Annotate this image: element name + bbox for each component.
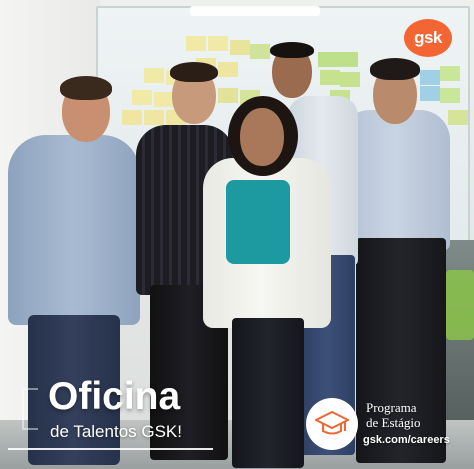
decorative-bracket <box>22 388 38 430</box>
caption-divider <box>8 448 213 450</box>
program-label <box>366 400 421 430</box>
graduation-cap-badge <box>306 398 358 450</box>
program-line-2: de Estágio <box>366 415 421 430</box>
ceiling-light <box>190 6 320 16</box>
green-chair <box>446 270 474 340</box>
caption-subtitle: de Talentos GSK! <box>50 422 182 441</box>
careers-url[interactable]: gsk.com/careers <box>363 434 450 446</box>
program-line-1: Programa <box>366 400 417 415</box>
caption-title: Oficina <box>48 375 181 418</box>
gsk-logo: gsk <box>404 19 452 57</box>
graduation-cap-icon <box>315 409 349 439</box>
